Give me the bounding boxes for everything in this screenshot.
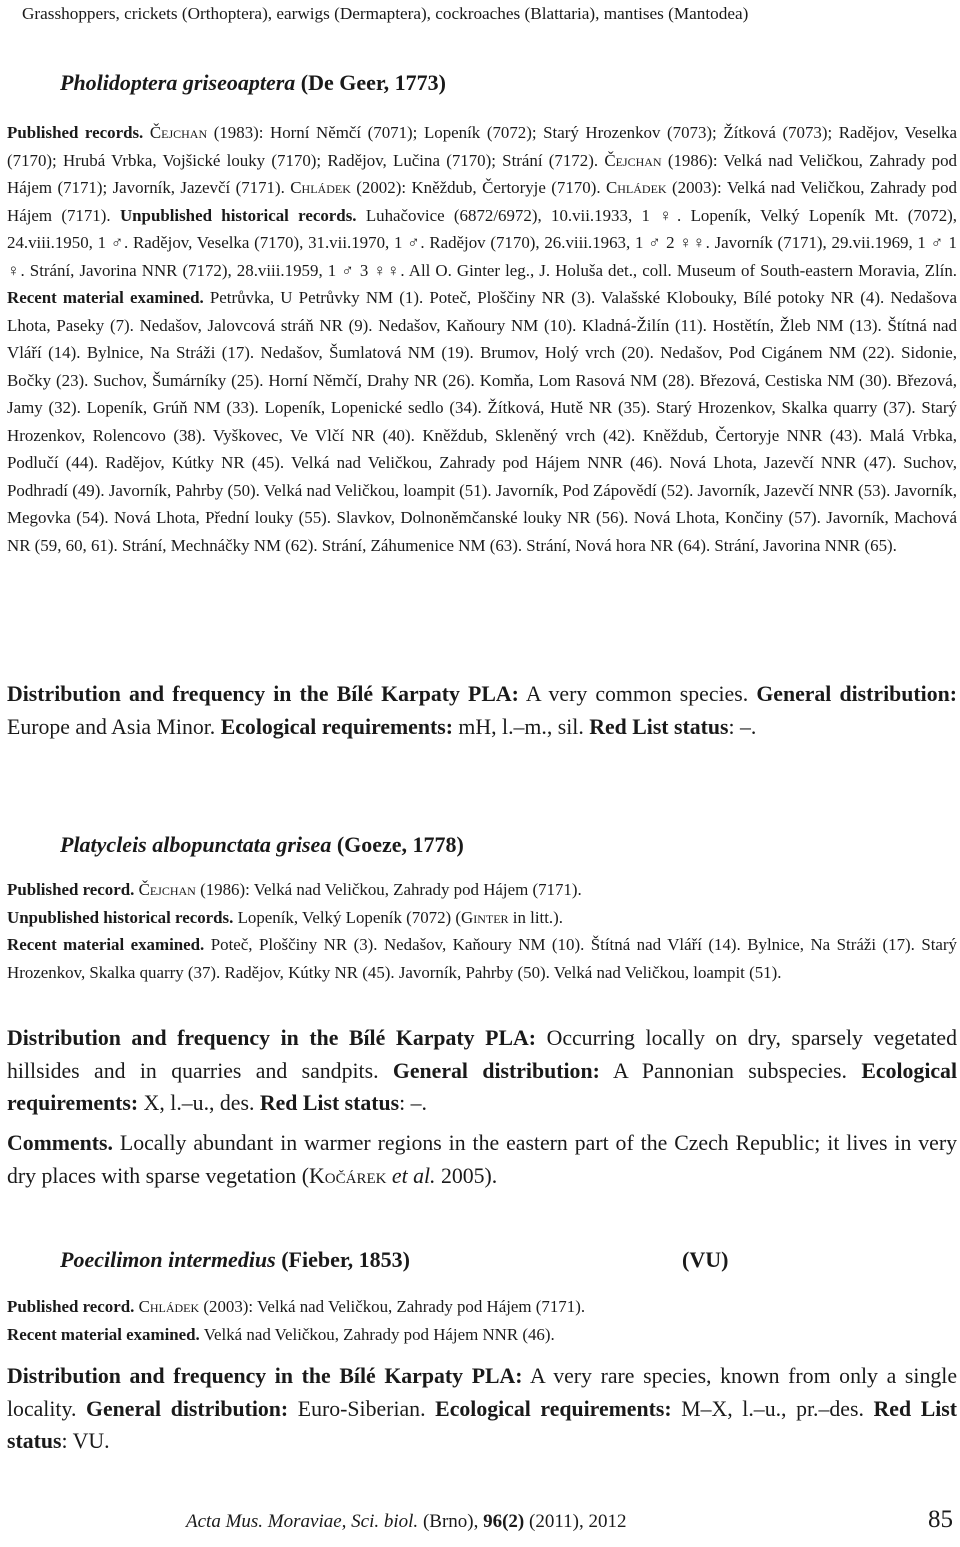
red-list-label: Red List status <box>259 1091 400 1115</box>
comments-text <box>7 1131 957 1188</box>
unpublished-text: Luhačovice (6872/6972), 10.vii.1933, 1 ♀. Lopeník, Velký Lopeník Mt. (7072), 24.viii.1950, 1 ♂. Radějov, Veselka (7170), 31.vii.1970, 1 ♂. Radějov (7170), 26.viii.1963, 1 ♂ 2 ♀♀. Javorník (7171), 29.vii.1969, 1 ♂ 1 ♀. Strání, Javorina NNR (7172), 28.viii.1959, 1 ♂ 3 ♀♀. All O. Ginter leg., J. Holuša det., coll. Museum of South-eastern Moravia, Zlín. <box>7 205 957 280</box>
distribution-section <box>7 1022 957 1120</box>
records-section <box>7 119 957 559</box>
recent-text: Poteč, Ploščiny NR (3). Nedašov, Kaňoury NM (10). Štítná nad Vláří (14). Bylnice, Na Stráži (17). Starý Hrozenkov, Skalka quarry (37). Radějov, Kútky NR (45). Javorník, Pahrby (50). Velká nad Veličkou, loampit (51). <box>7 935 957 982</box>
red-list-text: : –. <box>728 714 757 739</box>
published-text <box>134 1297 585 1316</box>
red-list-text: : VU. <box>61 1429 110 1453</box>
comments-label: Comments. <box>7 1131 113 1155</box>
running-head: Grasshoppers, crickets (Orthoptera), earwigs (Dermaptera), cockroaches (Blattaria), mantises (Mantodea) <box>22 4 749 23</box>
author-citation: Čejchan <box>604 150 662 170</box>
records-section <box>7 876 957 986</box>
species-title <box>60 832 464 858</box>
distribution-label: Distribution and frequency in the Bílé Karpaty PLA: <box>7 1026 537 1050</box>
published-label: Published record. <box>7 1297 135 1316</box>
author-citation: Ginter <box>461 907 509 927</box>
red-list-text: : –. <box>399 1091 428 1115</box>
published-label: Published records. <box>7 123 144 142</box>
recent-label: Recent material examined. <box>7 288 204 307</box>
text-run: Locally abundant in warmer regions in the eastern part of the Czech Republic; it lives in very dry places with sparse vegetation ( <box>7 1131 957 1188</box>
species-author: (De Geer, 1773) <box>300 70 446 95</box>
author-citation: Chládek <box>605 178 667 197</box>
text-run: Lopeník, Velký Lopeník (7072) ( <box>233 907 462 927</box>
threat-status: (VU) <box>682 1247 729 1272</box>
red-list-label: Red List status <box>7 1396 958 1453</box>
text-run <box>143 123 150 142</box>
journal-years: (2011), 2012 <box>524 1511 627 1532</box>
text-run: (1986): Velká nad Veličkou, Zahrady pod Hájem (7171); Javorník, Jazevčí (7171). <box>7 150 957 197</box>
general-distribution-label: General distribution: <box>392 1058 600 1083</box>
species-title <box>60 70 446 96</box>
general-distribution-text: Euro-Siberian. <box>288 1396 426 1421</box>
distribution-text: Occurring locally on dry, sparsely vegetated hillsides and in quarries and sandpits. <box>7 1026 957 1083</box>
recent-label: Recent material examined. <box>7 1324 200 1344</box>
general-distribution-label: General distribution: <box>756 682 957 706</box>
comments-section <box>7 1127 957 1192</box>
ecological-label: Ecological requirements: <box>220 714 453 739</box>
red-list-label: Red List status <box>589 714 729 739</box>
author-citation: Čejchan <box>138 880 196 899</box>
species-author: (Goeze, 1778) <box>336 832 464 857</box>
text-run: (2003): Velká nad Veličkou, Zahrady pod Hájem (7171). <box>199 1297 586 1316</box>
unpublished-label: Unpublished historical records. <box>119 205 357 225</box>
unpublished-text <box>233 908 563 927</box>
published-text <box>134 880 581 899</box>
page-number: 85 <box>928 1506 953 1533</box>
distribution-text: A very rare species, known from only a single locality. <box>7 1364 957 1421</box>
distribution-text: A very common species. <box>518 682 749 706</box>
species-name: Platycleis albopunctata grisea <box>60 832 332 857</box>
text-run: (2003): Velká nad Veličkou, Zahrady pod Hájem (7171). <box>7 178 958 225</box>
text-run: (1983): Horní Němčí (7071); Lopeník (7072); Starý Hrozenkov (7073); Žítková (7073); Radějov, Veselka (7170); Hrubá Vrbka, Vojšické louky (7170); Radějov, Lučina (7170); Strání (7172). <box>7 123 957 170</box>
recent-text: Velká nad Veličkou, Zahrady pod Hájem NNR (46). <box>199 1324 555 1344</box>
recent-label: Recent material examined. <box>7 935 205 954</box>
author-citation: Chládek <box>138 1297 200 1316</box>
unpublished-label: Unpublished historical records. <box>7 907 234 927</box>
page-footer <box>0 1503 960 1543</box>
ecological-text: mH, l.–m., sil. <box>452 714 584 739</box>
text-run: (2002): Kněždub, Čertoryje (7170). <box>350 178 606 197</box>
journal-citation <box>186 1511 626 1533</box>
ecological-label: Ecological requirements: <box>435 1396 672 1421</box>
general-distribution-text: Europe and Asia Minor. <box>7 714 216 739</box>
text-run: in litt.). <box>508 907 563 927</box>
species-name: Poecilimon intermedius <box>60 1247 276 1272</box>
general-distribution-label: General distribution: <box>86 1396 289 1421</box>
distribution-label: Distribution and frequency in the Bílé Karpaty PLA: <box>7 682 519 706</box>
published-label: Published record. <box>7 880 135 899</box>
general-distribution-text: A Pannonian subspecies. <box>599 1058 847 1083</box>
author-citation: Chládek <box>290 178 351 197</box>
records-section <box>7 1293 957 1348</box>
distribution-section <box>7 1360 957 1458</box>
italic-text: et al. <box>391 1163 436 1188</box>
author-citation: Kočárek <box>309 1163 387 1188</box>
distribution-label: Distribution and frequency in the Bílé Karpaty PLA: <box>7 1364 523 1388</box>
ecological-label: Ecological requirements: <box>7 1058 958 1115</box>
species-title <box>60 1247 860 1273</box>
journal-name: Acta Mus. Moraviae, Sci. biol. <box>186 1511 419 1532</box>
distribution-section <box>7 678 957 743</box>
text-run: 2005). <box>435 1163 498 1188</box>
recent-text: Petrůvka, U Petrůvky NM (1). Poteč, Ploščiny NR (3). Valašské Klobouky, Bílé potoky NR (4). Nedašova Lhota, Paseky (7). Nedašov, Jalovcová stráň NR (9). Nedašov, Kaňoury NM (10). Kladná-Žilín (11). Hostětín, Žleb NM (13). Štítná nad Vláří (14). Bylnice, Na Stráži (17). Nedašov, Šumlatová NM (19). Brumov, Holý vrch (20). Nedašov, Pod Cigánem NM (22). Sidonie, Bočky (23). Suchov, Šumárníky (25). Horní Němčí, Drahy NR (26). Komňa, Lom Rasová NM (28). Březová, Cestiska NM (30). Březová, Jamy (32). Lopeník, Grúň NM (33). Lopeník, Lopenické sedlo (34). Žítková, Hutě NR (35). Starý Hrozenkov, Skalka quarry (37). Starý Hrozenkov, Rolencovo (38). Vyškovec, Ve Vlčí NR (40). Kněždub, Skleněný vrch (42). Kněždub, Čertoryje NNR (43). Malá Vrbka, Podlučí (44). Radějov, Kútky NR (45). Velká nad Veličkou, Zahrady pod Hájem NNR (46). Nová Lhota, Jazevčí NNR (47). Suchov, Podhradí (49). Javorník, Pahrby (50). Velká nad Veličkou, loampit (51). Javorník, Pod Zápovědí (52). Javorník, Jazevčí NNR (53). Javorník, Megovka (54). Nová Lhota, Přední louky (55). Slavkov, Dolnoněmčanské louky NR (56). Nová Lhota, Končiny (57). Javorník, Machová NR (59, 60, 61). Strání, Mechnáčky NM (62). Strání, Záhumenice NM (63). Strání, Nová hora NR (64). Strání, Javorina NNR (65). <box>7 288 957 555</box>
journal-place: (Brno), <box>418 1511 484 1532</box>
text-run: (1986): Velká nad Veličkou, Zahrady pod Hájem (7171). <box>195 880 582 899</box>
species-author: (Fieber, 1853) <box>281 1247 410 1272</box>
journal-volume: 96(2) <box>483 1511 525 1532</box>
ecological-text: X, l.–u., des. <box>138 1091 255 1115</box>
species-name: Pholidoptera griseoaptera <box>60 70 296 95</box>
ecological-text: M–X, l.–u., pr.–des. <box>671 1396 864 1421</box>
author-citation: Čejchan <box>149 123 208 142</box>
